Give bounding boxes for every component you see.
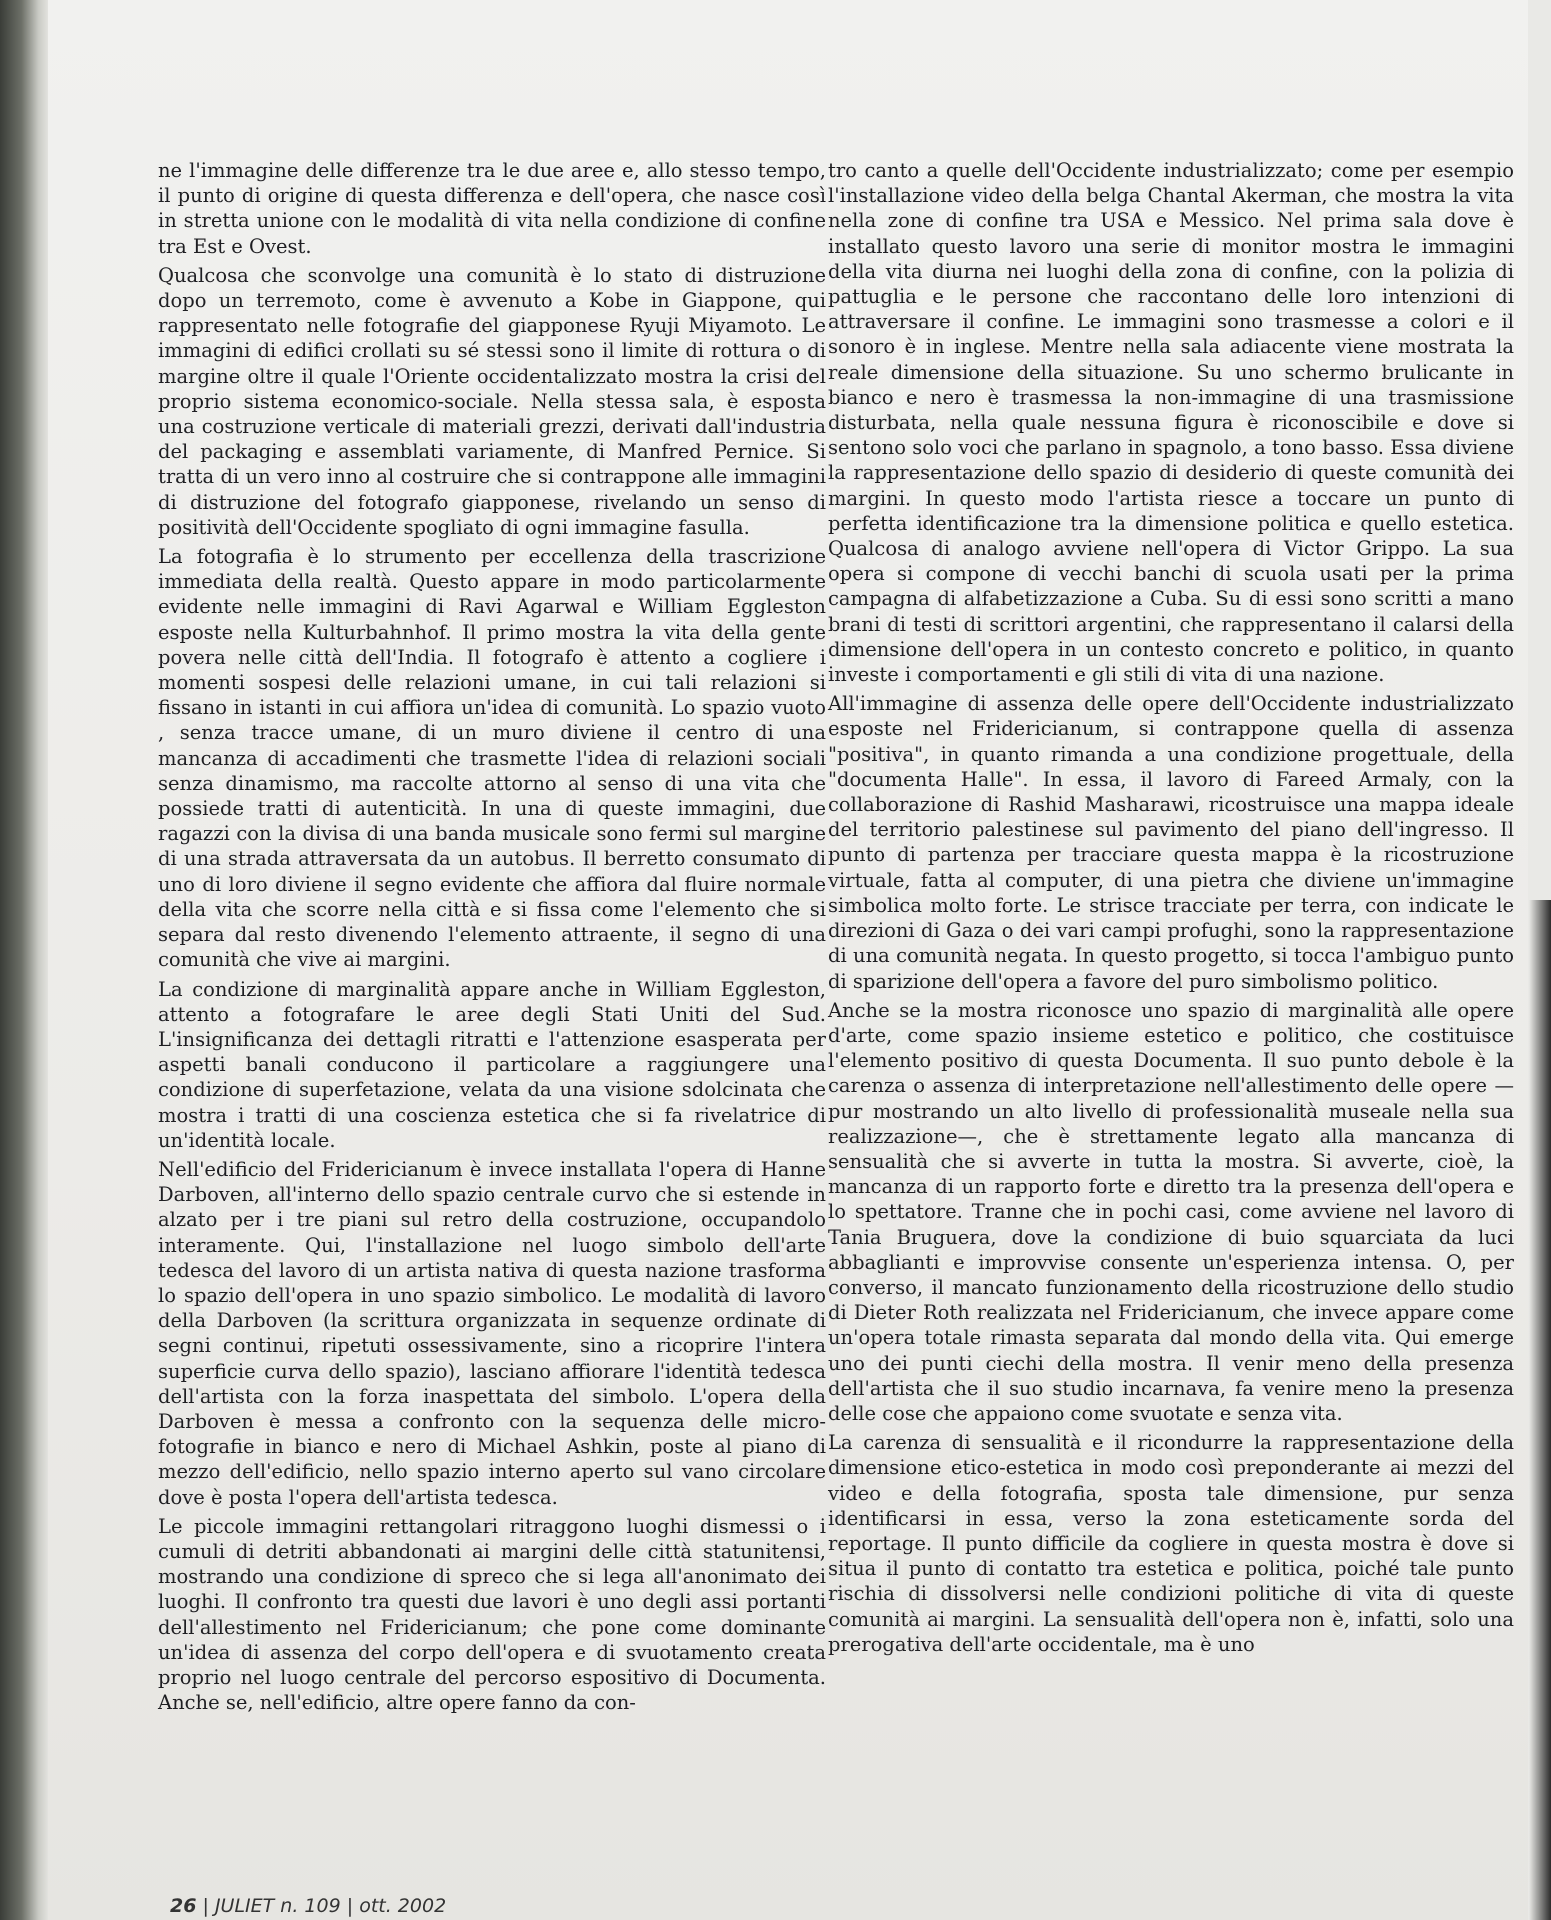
magazine-issue: JULIET n. 109: [214, 1895, 341, 1917]
paragraph: Anche se la mostra riconosce uno spazio di marginalità alle opere d'arte, come spazio insieme estetico e politico, che costituisce l'elemento positivo di questa Documenta. Il suo punto debole è la carenza o assenza di interpretazione nell'allestimento delle opere —pur mostrando un alto livello di professionalità museale nella sua realizzazione—, che è strettamente legato alla mancanza di sensualità che si avverte in tutta la mostra. Si avverte, cioè, la mancanza di un rapporto forte e diretto tra la presenza dell'opera e lo spettatore. Tranne che in pochi casi, come avviene nel lavoro di Tania Bruguera, dove la condizione di buio squarciata da luci abbaglianti e improvvise consente un'esperienza intensa. O, per converso, il mancato funzionamento della ricostruzione dello studio di Dieter Roth realizzata nel Fridericianum, che invece appare come un'opera totale rimasta separata dal mondo della vita. Qui emerge uno dei punti ciechi della mostra. Il venir meno della presenza dell'artista che il suo studio incarnava, fa venire meno la presenza delle cose che appaiono come svuotate e senza vita.: [828, 998, 1514, 1425]
page-number: 26: [170, 1895, 197, 1917]
paragraph: All'immagine di assenza delle opere dell'Occidente industrializzato esposte nel Fridericianum, si contrappone quella di assenza "positiva", in quanto rimanda a una condizione progettuale, della "documenta Halle". In essa, il lavoro di Fareed Armaly, con la collaborazione di Rashid Masharawi, ricostruisce una mappa ideale del territorio palestinese sul pavimento del piano dell'ingresso. Il punto di partenza per tracciare questa mappa è la ricostruzione virtuale, fatta al computer, di una pietra che diviene un'immagine simbolica molto forte. Le strisce tracciate per terra, con indicate le direzioni di Gaza o dei vari campi profughi, sono la rappresentazione di una comunità negata. In questo progetto, si tocca l'ambiguo punto di sparizione dell'opera a favore del puro simbolismo politico.: [828, 692, 1514, 993]
paragraph: ne l'immagine delle differenze tra le due aree e, allo stesso tempo, il punto di origine di questa differenza e dell'opera, che nasce così in stretta unione con le modalità di vita nella condizione di confine tra Est e Ovest.: [158, 159, 826, 258]
paragraph: La condizione di marginalità appare anche in William Eggleston, attento a fotografare le aree degli Stati Uniti del Sud. L'insignificanza dei dettagli ritratti e l'attenzione esasperata per aspetti banali conducono il particolare a raggiungere una condizione di superfetazione, velata da una visione sdolcinata che mostra i tratti di una coscienza estetica che si fa rivelatrice di un'identità locale.: [158, 977, 826, 1152]
paragraph: La fotografia è lo strumento per eccellenza della trascrizione immediata della realtà. Questo appare in modo particolarmente evidente nelle immagini di Ravi Agarwal e William Eggleston esposte nella Kulturbahnhof. Il primo mostra la vita della gente povera nelle città dell'India. Il fotografo è attento a cogliere i momenti sospesi delle relazioni umane, in cui tali relazioni si fissano in istanti in cui affiora un'idea di comunità. Lo spazio vuoto , senza tracce umane, di un muro diviene il centro di una mancanza di accadimenti che trasmette l'idea di relazioni sociali senza dinamismo, ma raccolte attorno al senso di una vita che possiede tratti di autenticità. In una di queste immagini, due ragazzi con la divisa di una banda musicale sono fermi sul margine di una strada attraversata da un autobus. Il berretto consumato di uno di loro diviene il segno evidente che affiora dal fluire normale della vita che scorre nella città e si fissa come l'elemento che si separa dal resto divenendo l'elemento attraente, il segno di una comunità che vive ai margini.: [158, 545, 826, 972]
separator: |: [202, 1895, 209, 1917]
page-footer: [170, 1895, 446, 1917]
separator: |: [346, 1895, 354, 1917]
issue-date: ott. 2002: [359, 1895, 447, 1917]
paragraph: Le piccole immagini rettangolari ritraggono luoghi dismessi o i cumuli di detriti abbandonati ai margini delle città statunitensi, mostrando una condizione di spreco che si lega all'anonimato dei luoghi. Il confronto tra questi due lavori è uno degli assi portanti dell'allestimento nel Fridericianum; che pone come dominante un'idea di assenza del corpo dell'opera e di svuotamento creata proprio nel luogo centrale del percorso espositivo di Documenta. Anche se, nell'edificio, altre opere fanno da con-: [158, 1514, 826, 1715]
magazine-page: [48, 0, 1528, 1920]
right-column: [828, 158, 1514, 1661]
left-column: [158, 158, 826, 1719]
paragraph: Nell'edificio del Fridericianum è invece installata l'opera di Hanne Darboven, all'interno dello spazio centrale curvo che si estende in alzato per i tre piani sul retro della costruzione, occupandolo interamente. Qui, l'installazione nel luogo simbolo dell'arte tedesca del lavoro di un artista nativa di questa nazione trasforma lo spazio dell'opera in uno spazio simbolico. Le modalità di lavoro della Darboven (la scrittura organizzata in sequenze ordinate di segni continui, ripetuti ossessivamente, sino a ricoprire l'intera superficie curva dello spazio), lasciano affiorare l'identità tedesca dell'artista con la forza inaspettata del simbolo. L'opera della Darboven è messa a confronto con la sequenza delle micro-fotografie in bianco e nero di Michael Ashkin, poste al piano di mezzo dell'edificio, nello spazio interno aperto sul vano circolare dove è posta l'opera dell'artista tedesca.: [158, 1157, 826, 1509]
page-edge-shadow: [1529, 900, 1551, 1920]
book-spine: [0, 0, 48, 1920]
paragraph: La carenza di sensualità e il ricondurre la rappresentazione della dimensione etico-estetica in modo così preponderante ai mezzi del video e della fotografia, sposta tale dimensione, pur senza identificarsi in essa, verso la zona esteticamente sorda del reportage. Il punto difficile da cogliere in questa mostra è dove si situa il punto di contatto tra estetica e politica, poiché tale punto rischia di dissolversi nelle condizioni politiche di vita di queste comunità ai margini. La sensualità dell'opera non è, infatti, solo una prerogativa dell'arte occidentale, ma è uno: [828, 1431, 1514, 1656]
paragraph: tro canto a quelle dell'Occidente industrializzato; come per esempio l'installazione video della belga Chantal Akerman, che mostra la vita nella zone di confine tra USA e Messico. Nel prima sala dove è installato questo lavoro una serie di monitor mostra le immagini della vita diurna nei luoghi della zona di confine, con la polizia di pattuglia e le persone che raccontano delle loro intenzioni di attraversare il confine. Le immagini sono trasmesse a colori e il sonoro è in inglese. Mentre nella sala adiacente viene mostrata la reale dimensione della situazione. Su uno schermo brulicante in bianco e nero è trasmessa la non-immagine di una trasmissione disturbata, nella quale nessuna figura è riconoscibile e dove si sentono solo voci che parlano in spagnolo, a tono basso. Essa diviene la rappresentazione dello spazio di desiderio di queste comunità dei margini. In questo modo l'artista riesce a toccare un punto di perfetta identificazione tra la dimensione politica e quello estetica. Qualcosa di analogo avviene nell'opera di Victor Grippo. La sua opera si compone di vecchi banchi di scuola usati per la prima campagna di alfabetizzazione a Cuba. Su di essi sono scritti a mano brani di testi di scrittori argentini, che rappresentano il calarsi della dimensione dell'opera in un contesto concreto e politico, in quanto investe i comportamenti e gli stili di vita di una nazione.: [828, 159, 1514, 687]
paragraph: Qualcosa che sconvolge una comunità è lo stato di distruzione dopo un terremoto, come è avvenuto a Kobe in Giappone, qui rappresentato nelle fotografie del giapponese Ryuji Miyamoto. Le immagini di edifici crollati su sé stessi sono il limite di rottura o di margine oltre il quale l'Oriente occidentalizzato mostra la crisi del proprio sistema economico-sociale. Nella stessa sala, è esposta una costruzione verticale di materiali grezzi, derivati dall'industria del packaging e assemblati variamente, di Manfred Pernice. Si tratta di un vero inno al costruire che si contrappone alle immagini di distruzione del fotografo giapponese, rivelando un senso di positività dell'Occidente spogliato di ogni immagine fasulla.: [158, 263, 826, 539]
